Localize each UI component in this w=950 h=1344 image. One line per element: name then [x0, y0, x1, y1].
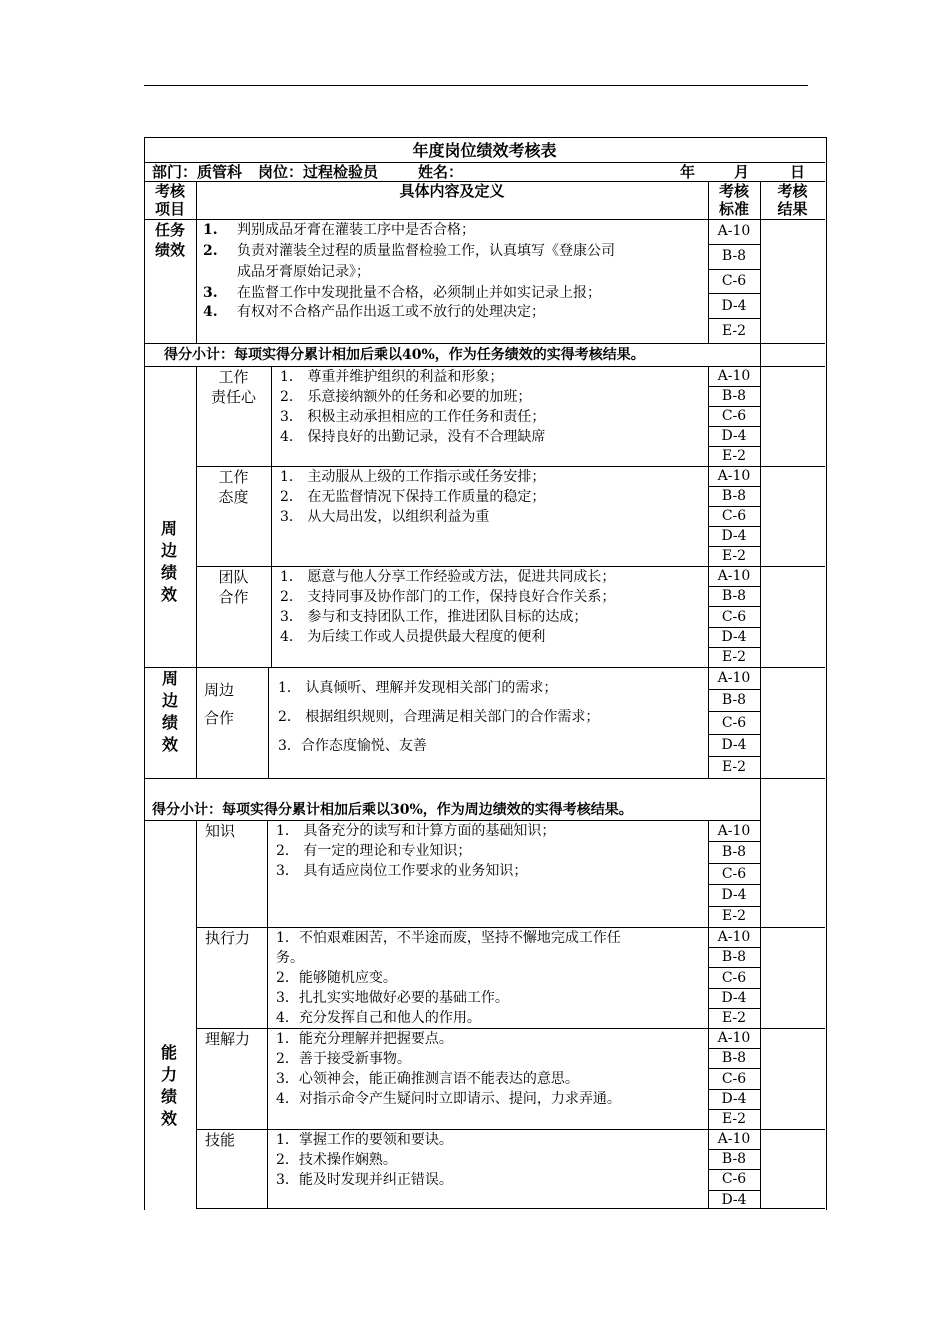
label-char: 边	[161, 691, 178, 710]
row-divider	[708, 269, 760, 270]
grade-e-2: E-2	[721, 758, 747, 775]
column-divider	[708, 366, 709, 466]
task-item	[203, 302, 545, 322]
label-char: 绩	[160, 563, 177, 582]
row-divider	[708, 1008, 760, 1009]
ability-item: 3．心领神会，能正确推测言语不能表达的意思。	[276, 1071, 579, 1087]
grade-d-4: D-4	[721, 428, 747, 444]
row-divider	[708, 386, 760, 387]
grade-b-8: B-8	[721, 692, 747, 709]
grade-b-8: B-8	[721, 1151, 747, 1168]
row-divider	[196, 1208, 825, 1209]
group-name-line: 合作	[218, 588, 249, 606]
cooperation-name	[204, 676, 234, 732]
grade-d-4: D-4	[721, 528, 747, 544]
header-item: 考核 项目	[154, 182, 185, 218]
row-divider	[708, 1048, 760, 1049]
grade-e-2: E-2	[721, 548, 747, 564]
row-divider	[144, 778, 825, 779]
grade-b-8: B-8	[721, 588, 747, 605]
group-name-line: 合作	[204, 709, 235, 727]
label-char: 边	[160, 541, 177, 560]
cooperation-item: 2． 根据组织规则，合理满足相关部门的合作需求；	[278, 709, 600, 725]
grade-c-6: C-6	[721, 508, 747, 524]
peripheral-item: 2． 乐意接纳额外的任务和必要的加班；	[280, 389, 532, 405]
grade-b-8: B-8	[721, 488, 747, 504]
item-text: 负责对灌装全过程的质量监督检验工作，认真填写《登康公司	[237, 243, 615, 259]
peripheral-item: 2． 在无监督情况下保持工作质量的稳定；	[280, 489, 546, 505]
row-divider	[708, 546, 760, 547]
grade-e-2: E-2	[721, 448, 747, 464]
row-divider	[708, 1190, 760, 1191]
ability-group-name: 知识	[205, 822, 236, 840]
row-divider	[708, 947, 760, 948]
column-divider	[196, 366, 197, 667]
ability-item: 2．能够随机应变。	[276, 970, 397, 986]
row-divider	[708, 734, 760, 735]
group-name-line: 工作	[218, 468, 249, 486]
group-name	[196, 367, 271, 407]
peripheral-item: 3． 参与和支持团队工作，推进团队目标的达成；	[280, 609, 588, 625]
grade-c-6: C-6	[721, 1171, 747, 1188]
column-divider	[267, 820, 268, 1209]
peripheral-item: 1． 主动服从上级的工作指示或任务安排；	[280, 469, 546, 485]
row-divider	[708, 526, 760, 527]
item-number: 3.	[203, 285, 218, 301]
dept-field: 部门：质管科	[152, 163, 243, 181]
ability-item: 1．能充分理解并把握要点。	[276, 1031, 453, 1047]
grade-d-4: D-4	[721, 297, 747, 314]
grade-e-2: E-2	[721, 908, 747, 925]
ability-label	[144, 1042, 194, 1130]
peripheral-cooperation-label	[144, 668, 196, 756]
peripheral-item: 3． 从大局出发，以组织利益为重	[280, 509, 490, 525]
group-name-line: 工作	[218, 368, 249, 386]
ability-item: 务。	[276, 950, 304, 966]
item-text: 在监督工作中发现批量不合格，必须制止并如实记录上报；	[237, 285, 601, 301]
row-divider	[708, 586, 760, 587]
item-number: 1.	[203, 222, 218, 238]
column-divider	[708, 1028, 709, 1129]
row-divider	[708, 841, 760, 842]
grade-a-10: A-10	[717, 1030, 751, 1047]
column-divider	[708, 219, 709, 343]
ability-item: 1． 具备充分的读写和计算方面的基础知识；	[276, 823, 556, 839]
name-field: 姓名：	[418, 163, 464, 181]
label-char: 周	[160, 519, 177, 538]
peripheral-item: 4． 为后续工作或人员提供最大程度的便利	[280, 629, 546, 645]
header-content: 具体内容及定义	[399, 182, 505, 200]
row-divider	[708, 863, 760, 864]
column-divider	[708, 1129, 709, 1209]
grade-d-4: D-4	[721, 989, 747, 1006]
grade-b-8: B-8	[721, 388, 747, 404]
day-field: 日	[790, 163, 806, 181]
ability-item: 1．掌握工作的要领和要诀。	[276, 1132, 453, 1148]
task-item	[203, 220, 475, 240]
row-divider	[708, 426, 760, 427]
ability-group-name: 理解力	[205, 1030, 251, 1048]
ability-item: 2．技术操作娴熟。	[276, 1152, 397, 1168]
label-char: 绩	[161, 713, 178, 732]
grade-c-6: C-6	[721, 408, 747, 424]
cooperation-item: 1． 认真倾听、理解并发现相关部门的需求；	[278, 680, 558, 696]
grade-c-6: C-6	[721, 969, 747, 986]
grade-b-8: B-8	[721, 1050, 747, 1067]
ability-item: 3．扎扎实实地做好必要的基础工作。	[276, 990, 509, 1006]
grade-c-6: C-6	[721, 608, 747, 625]
form-title: 年度岗位绩效考核表	[412, 141, 557, 160]
row-divider	[708, 647, 760, 648]
grade-e-2: E-2	[721, 1009, 747, 1026]
cooperation-item: 3．合作态度愉悦、友善	[278, 738, 427, 754]
group-name-line: 责任心	[210, 388, 256, 406]
peripheral-subtotal: 得分小计：每项实得分累计相加后乘以30%，作为周边绩效的实得考核结果。	[152, 802, 633, 818]
label-char: 周	[161, 669, 178, 688]
column-divider	[196, 820, 197, 1209]
grade-a-10: A-10	[717, 468, 751, 484]
row-divider	[708, 711, 760, 712]
grade-c-6: C-6	[721, 865, 747, 882]
item-text: 判别成品牙膏在灌装工序中是否合格；	[237, 222, 475, 238]
column-divider	[708, 566, 709, 667]
grade-a-10: A-10	[717, 670, 751, 687]
label-char: 能	[160, 1043, 177, 1062]
group-name-line: 团队	[218, 568, 249, 586]
ability-item: 4．对指示命令产生疑问时立即请示、提问，力求弄通。	[276, 1091, 621, 1107]
grade-e-2: E-2	[721, 1110, 747, 1127]
row-divider	[708, 1149, 760, 1150]
ability-item: 4．充分发挥自己和他人的作用。	[276, 1010, 481, 1026]
row-divider	[708, 606, 760, 607]
row-divider	[708, 506, 760, 507]
column-divider	[708, 466, 709, 566]
task-subtotal: 得分小计：每项实得分累计相加后乘以40%，作为任务绩效的实得考核结果。	[164, 347, 645, 363]
row-divider	[708, 689, 760, 690]
row-divider	[708, 406, 760, 407]
row-divider	[708, 293, 760, 294]
grade-b-8: B-8	[721, 248, 747, 265]
label-char: 效	[160, 1109, 177, 1128]
post-field: 岗位：过程检验员	[258, 163, 379, 181]
item-text: 有权对不合格产品作出返工或不放行的处理决定；	[237, 304, 545, 320]
row-divider	[708, 756, 760, 757]
header-standard: 考核 标准	[718, 182, 749, 218]
grade-a-10: A-10	[717, 368, 751, 384]
label-char: 效	[161, 735, 178, 754]
grade-a-10: A-10	[717, 223, 751, 240]
grade-a-10: A-10	[717, 568, 751, 585]
ability-group-name: 执行力	[205, 929, 251, 947]
grade-c-6: C-6	[721, 1070, 747, 1087]
grade-a-10: A-10	[717, 822, 751, 839]
row-divider	[708, 906, 760, 907]
grade-d-4: D-4	[721, 736, 747, 753]
label-char: 效	[160, 585, 177, 604]
group-name	[196, 567, 271, 607]
grade-b-8: B-8	[721, 949, 747, 966]
grade-a-10: A-10	[717, 929, 751, 946]
row-divider	[708, 244, 760, 245]
grade-e-2: E-2	[721, 648, 747, 665]
grade-e-2: E-2	[721, 322, 747, 339]
year-field: 年	[680, 163, 696, 181]
item-number: 2.	[203, 243, 218, 259]
row-divider	[708, 486, 760, 487]
ability-group-name: 技能	[205, 1131, 236, 1149]
month-field: 月	[734, 163, 750, 181]
ability-item: 3．能及时发现并纠正错误。	[276, 1172, 453, 1188]
label-char: 力	[160, 1065, 177, 1084]
item-number: 4.	[203, 304, 218, 320]
task-label: 任务 绩效	[154, 221, 185, 259]
grade-b-8: B-8	[721, 844, 747, 861]
row-divider	[708, 1169, 760, 1170]
column-divider	[196, 667, 197, 778]
peripheral-label	[144, 518, 194, 606]
task-item	[203, 283, 601, 303]
item-text: 成品牙膏原始记录》；	[237, 264, 370, 280]
peripheral-item: 1． 愿意与他人分享工作经验或方法，促进共同成长；	[280, 569, 616, 585]
label-char: 绩	[160, 1087, 177, 1106]
grade-c-6: C-6	[721, 714, 747, 731]
header-rule	[144, 85, 808, 86]
ability-item: 2．善于接受新事物。	[276, 1051, 411, 1067]
peripheral-item: 4． 保持良好的出勤记录，没有不合理缺席	[280, 429, 546, 445]
task-item	[203, 241, 615, 261]
grade-d-4: D-4	[721, 1090, 747, 1107]
group-name-line: 态度	[218, 488, 249, 506]
row-divider	[708, 446, 760, 447]
ability-item: 3． 具有适应岗位工作要求的业务知识；	[276, 863, 528, 879]
grade-d-4: D-4	[721, 886, 747, 903]
row-divider	[708, 988, 760, 989]
row-divider	[708, 318, 760, 319]
column-divider	[708, 820, 709, 927]
row-divider	[708, 884, 760, 885]
grade-a-10: A-10	[717, 1131, 751, 1147]
row-divider	[708, 1109, 760, 1110]
column-divider	[268, 667, 269, 778]
column-divider	[708, 667, 709, 778]
row-divider	[708, 967, 760, 968]
row-divider	[708, 627, 760, 628]
header-result: 考核 结果	[777, 182, 808, 218]
row-divider	[708, 1068, 760, 1069]
column-divider	[708, 927, 709, 1028]
column-divider	[271, 366, 272, 667]
peripheral-item: 1． 尊重并维护组织的利益和形象；	[280, 369, 504, 385]
peripheral-item: 3． 积极主动承担相应的工作任务和责任；	[280, 409, 546, 425]
group-name	[196, 467, 271, 507]
grade-d-4: D-4	[721, 628, 747, 645]
grade-d-4: D-4	[721, 1191, 747, 1208]
grade-c-6: C-6	[721, 273, 747, 289]
peripheral-item: 2． 支持同事及协作部门的工作，保持良好合作关系；	[280, 589, 616, 605]
ability-item: 1．不怕艰难困苦，不半途而废，坚持不懈地完成工作任	[276, 930, 621, 946]
task-item	[203, 262, 370, 282]
group-name-line: 周边	[204, 681, 235, 699]
row-divider	[708, 1089, 760, 1090]
ability-item: 2． 有一定的理论和专业知识；	[276, 843, 472, 859]
